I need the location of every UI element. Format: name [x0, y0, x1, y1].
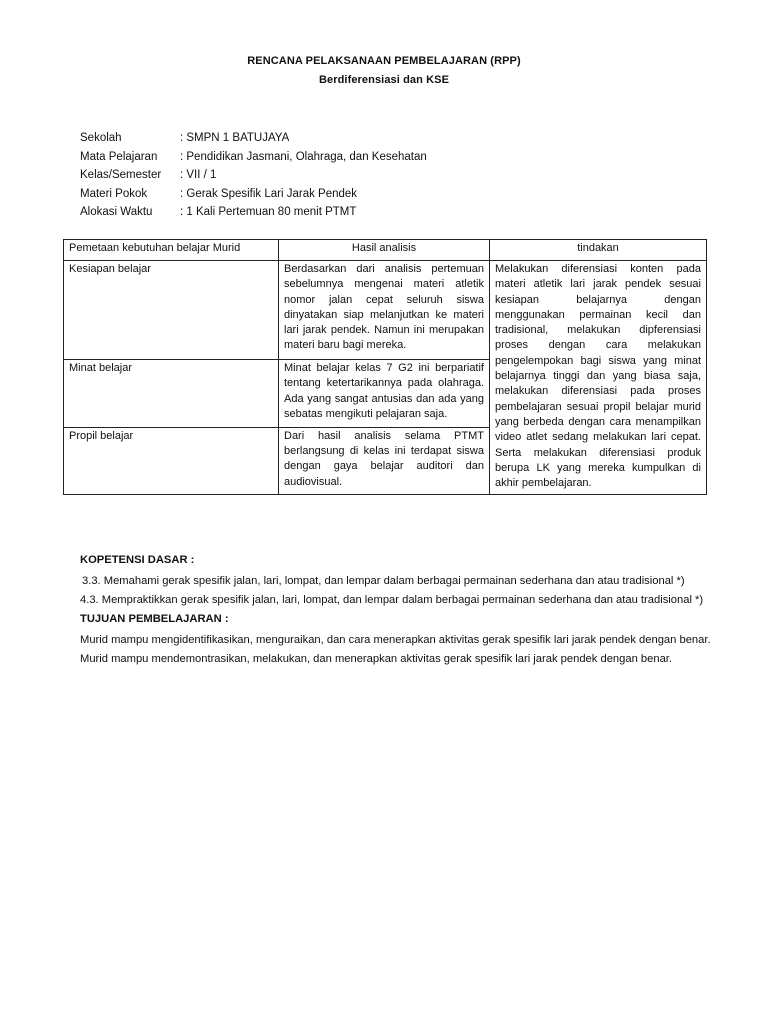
table-cell-label: Kesiapan belajar [64, 261, 279, 360]
info-label: Alokasi Waktu [80, 206, 153, 218]
table-header-cell: tindakan [490, 240, 707, 261]
learning-needs-table [63, 239, 707, 495]
info-value: : 1 Kali Pertemuan 80 menit PTMT [180, 206, 357, 218]
tujuan-item: Murid mampu mendemontrasikan, melakukan, dan menerapkan aktivitas gerak spesifik lari jarak pendek dengan benar. [80, 653, 673, 665]
kompetensi-item: 3.3. Memahami gerak spesifik jalan, lari, lompat, dan lempar dalam berbagai permainan sederhana dan atau tradisional *) [82, 575, 685, 587]
info-label: Mata Pelajaran [80, 150, 158, 163]
info-row-mata-pelajaran [80, 148, 427, 167]
info-row-alokasi-waktu [80, 203, 427, 222]
content-section [80, 552, 723, 670]
info-row-sekolah [80, 129, 427, 148]
info-label: Kelas/Semester [80, 169, 162, 181]
kompetensi-item: 4.3. Mempraktikkan gerak spesifik jalan, lari, lompat, dan lempar dalam berbagai permainan sederhana dan atau tradisional *) [80, 594, 704, 606]
table-cell-label: Propil belajar [64, 427, 279, 495]
table-cell-label: Minat belajar [64, 360, 279, 428]
table-header-cell: Hasil analisis [279, 240, 490, 261]
info-label: Sekolah [80, 132, 122, 144]
table-cell-analysis: Minat belajar kelas 7 G2 ini berpariatif tentang ketertarikannya pada olahraga. Ada yang sangat antusias dan ada yang sebatas mengikuti pelajaran saja. [279, 360, 490, 428]
kompetensi-heading: KOPETENSI DASAR : [80, 554, 195, 566]
table-cell-analysis: Dari hasil analisis selama PTMT berlangsung di kelas ini terdapat siswa dengan gaya belajar auditori dan audiovisual. [279, 427, 490, 495]
info-row-materi-pokok [80, 185, 427, 204]
info-label: Materi Pokok [80, 187, 148, 200]
table-row [64, 261, 707, 360]
table-header-row [64, 240, 707, 261]
info-value: : VII / 1 [180, 169, 217, 181]
table-cell-action: Melakukan diferensiasi konten pada materi atletik lari jarak pendek sesuai kesiapan belajarnya dengan menggunakan permainan kecil dan tradisional, melakukan dipferensiasi proses dengan cara melakukan pengelempokan bagi siswa yang minat belajarnya tinggi dan yang biasa saja, melakukan diferensiasi pada proses pembelajaran sesuai propil belajar murid yang berbeda dengan cara menampilkan video atlet sedang melakukan lari cepat. Serta melakukan diferensiasi produk berupa LK yang mereka kumpulkan di akhir pembelajaran. [490, 261, 707, 495]
identity-section [80, 129, 427, 222]
tujuan-item: Murid mampu mengidentifikasikan, menguraikan, dan cara menerapkan aktivitas gerak spesifik lari jarak pendek dengan benar. [80, 634, 711, 646]
table-cell-analysis: Berdasarkan dari analisis pertemuan sebelumnya mengenai materi atletik nomor jalan cepat seluruh siswa dinyatakan siap melanjutkan ke materi lari jarak pendek. Namun ini merupakan materi baru bagi mereka. [279, 261, 490, 360]
info-value: : SMPN 1 BATUJAYA [180, 132, 290, 144]
table-header-cell: Pemetaan kebutuhan belajar Murid [64, 240, 279, 261]
tujuan-heading: TUJUAN PEMBELAJARAN : [80, 613, 229, 625]
document-subtitle: Berdiferensiasi dan KSE [318, 74, 450, 86]
info-value: : Pendidikan Jasmani, Olahraga, dan Kesehatan [180, 150, 427, 163]
document-title: RENCANA PELAKSANAAN PEMBELAJARAN (RPP) [247, 55, 521, 67]
info-row-kelas-semester [80, 166, 427, 185]
info-value: : Gerak Spesifik Lari Jarak Pendek [180, 187, 358, 200]
